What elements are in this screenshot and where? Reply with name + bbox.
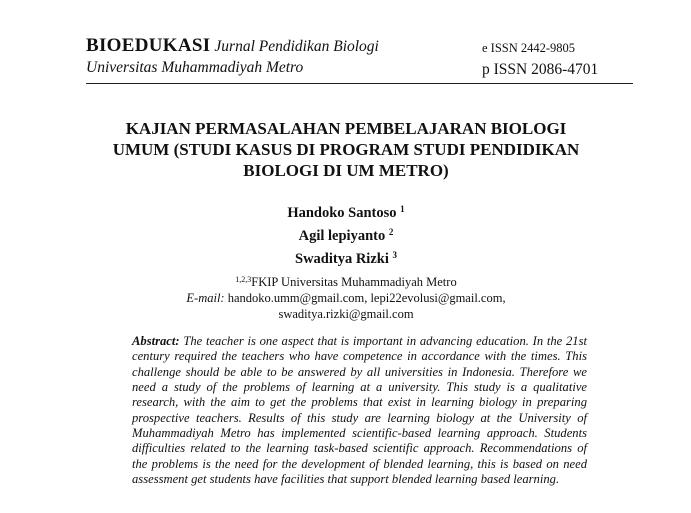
university-name: Universitas Muhammadiyah Metro xyxy=(86,59,304,76)
abstract-text: The teacher is one aspect that is important in advancing education. In the 21st century required the teachers who have competence in accordance with the times. This challenge should be able to be answered by all universities in Indonesia. Therefore we need a study of the problems of learning at a university. This study is a qualitative research, with the aim to get the problems that exist in learning biology in preparing prospective teachers. Results of this study are learning biology at the University of Muhammadiyah Metro has implemented scientific-based learning approach. Students difficulties related to the learning task-based scientific approach. Recommendations of the problems is the need for the development of blended learning, this is based on need assessment get students have facilities that support blended learning based learning. xyxy=(132,334,587,487)
author-affil-marker: 2 xyxy=(388,227,394,237)
title-line-2: UMUM (STUDI KASUS DI PROGRAM STUDI PENDIDIKAN xyxy=(112,140,580,159)
author-affil-marker: 1 xyxy=(400,204,405,214)
header-divider xyxy=(86,83,633,84)
email-list-line-1: handoko.umm@gmail.com, lepi22evolusi@gmail.com, xyxy=(227,291,506,305)
abstract xyxy=(132,334,587,487)
author xyxy=(86,223,606,246)
author-name: Handoko Santoso xyxy=(287,205,397,221)
affiliation-marker: 1,2,3 xyxy=(235,275,252,284)
email-list-line-2: swaditya.rizki@gmail.com xyxy=(278,307,414,321)
author-name: Agil lepiyanto xyxy=(298,228,386,244)
title-line-3: BIOLOGI DI UM METRO) xyxy=(243,161,449,180)
affiliation-block xyxy=(86,272,606,322)
journal-subtitle: Jurnal Pendidikan Biologi xyxy=(214,38,379,55)
author xyxy=(86,200,606,223)
affiliation-text: FKIP Universitas Muhammadiyah Metro xyxy=(251,275,457,289)
paper-title xyxy=(86,118,606,181)
journal-name: BIOEDUKASI xyxy=(86,35,211,56)
abstract-label: Abstract: xyxy=(132,334,180,348)
e-issn: e ISSN 2442-9805 xyxy=(482,41,576,55)
author-name: Swaditya Rizki xyxy=(295,251,389,267)
title-line-1: KAJIAN PERMASALAHAN PEMBELAJARAN BIOLOGI xyxy=(125,119,567,138)
p-issn: p ISSN 2086-4701 xyxy=(482,61,599,78)
journal-header xyxy=(86,35,379,78)
issn-block xyxy=(482,38,598,80)
author xyxy=(86,246,606,269)
author-list xyxy=(86,200,606,269)
email-label: E-mail: xyxy=(186,291,225,305)
author-affil-marker: 3 xyxy=(392,250,397,260)
